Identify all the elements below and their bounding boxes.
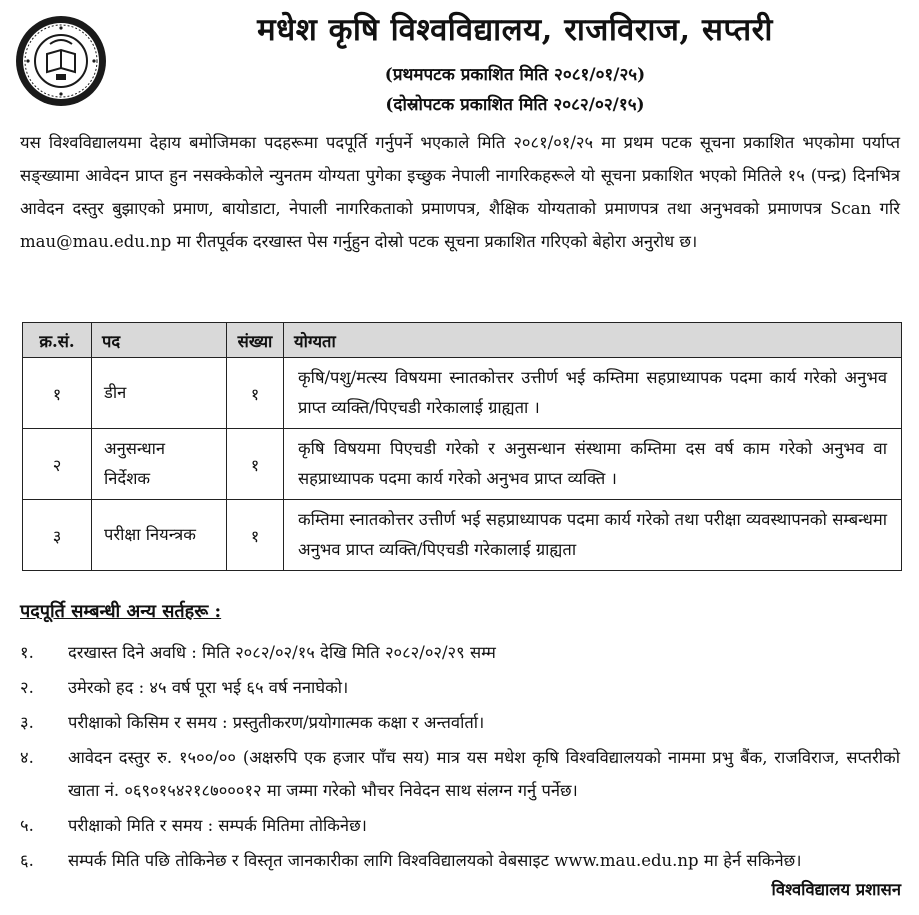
university-seal-logo xyxy=(14,14,108,108)
term-number: २. xyxy=(20,678,34,697)
posts-table xyxy=(22,322,902,571)
term-text: उमेरको हद : ४५ वर्ष पूरा भई ६५ वर्ष ननाघेको। xyxy=(68,678,349,697)
list-item xyxy=(20,671,900,704)
page-title: मधेश कृषि विश्वविद्यालय, राजविराज, सप्तरी xyxy=(257,12,773,48)
table-row xyxy=(23,429,902,500)
row-post: परीक्षा नियन्त्रक xyxy=(92,500,227,571)
term-number: ६. xyxy=(20,851,34,870)
term-text: दरखास्त दिने अवधि : मिति २०८२/०२/१५ देखि मिति २०८२/०२/२९ सम्म xyxy=(68,643,496,662)
row-count: १ xyxy=(227,358,284,429)
header-num: क्र.सं. xyxy=(23,323,92,358)
term-text: आवेदन दस्तुर रु. १५००/०० (अक्षरुपि एक हजार पाँच सय) मात्र यस मधेश कृषि विश्वविद्यालयको नाममा प्रभु बैंक, राजविराज, सप्तरीको खाता नं. ०६९०१५४२१८७०००१२ मा जम्मा गरेको भौचर निवेदन साथ संलग्न गर्नु पर्नेछ। xyxy=(68,748,900,800)
row-count: १ xyxy=(227,500,284,571)
row-qualification: कृषि विषयमा पिएचडी गरेको र अनुसन्धान संस्थामा कम्तिमा दस वर्ष काम गरेको अनुभव वा सहप्राध्यापक पदमा कार्य गरेको अनुभव प्राप्त व्यक्ति । xyxy=(284,429,902,500)
term-text: परीक्षाको किसिम र समय : प्रस्तुतीकरण/प्रयोगात्मक कक्षा र अन्तर्वार्ता। xyxy=(68,713,485,732)
row-num: २ xyxy=(23,429,92,500)
table-row xyxy=(23,500,902,571)
term-number: ३. xyxy=(20,713,34,732)
first-published-date: (प्रथमपटक प्रकाशित मिति २०८१/०१/२५) xyxy=(384,65,646,85)
row-post: डीन xyxy=(92,358,227,429)
signature: विश्वविद्यालय प्रशासन xyxy=(771,880,901,899)
terms-list xyxy=(20,636,900,879)
row-qualification: कम्तिमा स्नातकोत्तर उत्तीर्ण भई सहप्राध्यापक पदमा कार्य गरेको तथा परीक्षा व्यवस्थापनको सम्बन्धमा अनुभव प्राप्त व्यक्ति/पिएचडी गरेकालाई ग्राह्यता xyxy=(284,500,902,571)
term-number: १. xyxy=(20,643,34,662)
list-item xyxy=(20,844,900,877)
row-num: ३ xyxy=(23,500,92,571)
intro-text: यस विश्वविद्यालयमा देहाय बमोजिमका पदहरूमा पदपूर्ति गर्नुपर्ने भएकाले मिति २०८१/०१/२५ मा प्रथम पटक सूचना प्रकाशित भएकोमा पर्याप्त सङ्ख्यामा आवेदन प्राप्त हुन नसक्केकोले न्युनतम योग्यता पुगेका इच्छुक नेपाली नागरिकहरूले यो सूचना प्रकाशित भएको मितिले १५ (पन्द्र) दिनभित्र आवेदन दस्तुर बुझाएको प्रमाण, बायोडाटा, नेपाली नागरिकताको प्रमाणपत्र, शैक्षिक योग्यताको प्रमाणपत्र तथा अनुभवको प्रमाणपत्र Scan गरि mau@mau.edu.np मा रीतपूर्वक दरखास्त पेस गर्नुहुन दोस्रो पटक सूचना प्रकाशित गरिएको बेहोरा अनुरोध छ। xyxy=(20,133,900,251)
term-text: सम्पर्क मिति पछि तोकिनेछ र विस्तृत जानकारीका लागि विश्वविद्यालयको वेबसाइट www.mau.edu.np मा हेर्न सकिनेछ। xyxy=(68,851,802,870)
list-item xyxy=(20,636,900,669)
list-item xyxy=(20,809,900,842)
header-post: पद xyxy=(92,323,227,358)
intro-paragraph xyxy=(20,126,900,258)
list-item xyxy=(20,706,900,739)
term-number: ४. xyxy=(20,748,34,767)
term-number: ५. xyxy=(20,816,34,835)
row-post: अनुसन्धान निर्देशक xyxy=(92,429,227,500)
header-count: संख्या xyxy=(227,323,284,358)
table-header-row xyxy=(23,323,902,358)
table-row xyxy=(23,358,902,429)
row-count: १ xyxy=(227,429,284,500)
second-published-date: (दोस्रोपटक प्रकाशित मिति २०८२/०२/१५) xyxy=(385,95,645,115)
list-item xyxy=(20,741,900,807)
terms-heading: पदपूर्ति सम्बन्धी अन्य सर्तहरू : xyxy=(20,601,222,622)
row-qualification: कृषि/पशु/मत्स्य विषयमा स्नातकोत्तर उत्तीर्ण भई कम्तिमा सहप्राध्यापक पदमा कार्य गरेको अनुभव प्राप्त व्यक्ति/पिएचडी गरेकालाई ग्राह्यता । xyxy=(284,358,902,429)
term-text: परीक्षाको मिति र समय : सम्पर्क मितिमा तोकिनेछ। xyxy=(68,816,367,835)
header-qualification: योग्यता xyxy=(284,323,902,358)
row-num: १ xyxy=(23,358,92,429)
